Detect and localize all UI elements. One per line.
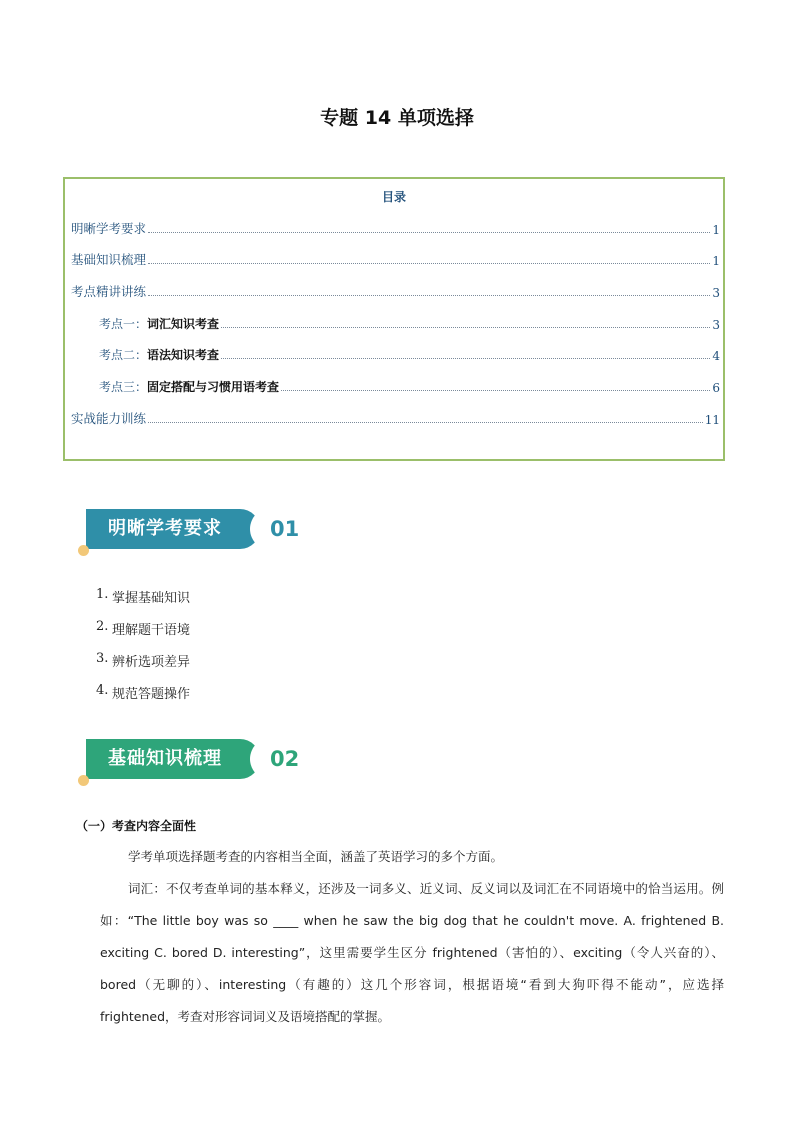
toc-leader-dots — [221, 357, 710, 359]
toc-entry-2[interactable] — [71, 250, 720, 268]
toc-entry-title: 词汇知识考查 — [147, 317, 220, 331]
toc-entry-label — [99, 346, 219, 363]
banner-dot — [78, 545, 89, 556]
toc-entry-label: 实战能力训练 — [71, 411, 147, 426]
document-title: 专题 14 单项选择 — [320, 107, 474, 129]
list-item — [96, 651, 190, 683]
toc-leader-dots — [148, 421, 703, 423]
list-item-text: 掌握基础知识 — [112, 591, 191, 606]
banner-label: 明晰学考要求 — [108, 518, 222, 539]
list-item-text: 规范答题操作 — [112, 687, 191, 702]
section-banner-02 — [78, 737, 298, 783]
toc-entry-page: 4 — [712, 349, 720, 363]
toc-entry-label: 基础知识梳理 — [71, 252, 147, 267]
banner-bar — [86, 509, 260, 549]
toc-entry-label — [99, 315, 219, 332]
banner-bar — [86, 739, 260, 779]
list-item-number: 1. — [96, 587, 109, 602]
toc-entry-prefix: 考点二： — [99, 348, 148, 362]
subsection-heading: （一）考查内容全面性 — [76, 819, 197, 833]
toc-leader-dots — [148, 231, 710, 233]
list-item-number: 3. — [96, 651, 109, 666]
requirements-list — [96, 587, 190, 715]
toc-entry-page: 3 — [712, 286, 720, 300]
list-item-number: 4. — [96, 683, 109, 698]
toc-entry-5[interactable] — [99, 345, 720, 363]
toc-entry-label: 考点精讲讲练 — [71, 284, 147, 299]
toc-entry-7[interactable] — [71, 409, 720, 427]
toc-leader-dots — [148, 294, 710, 296]
toc-entry-label: 明晰学考要求 — [71, 221, 147, 236]
toc-entry-label — [99, 378, 279, 395]
banner-number: 02 — [270, 747, 300, 771]
toc-entry-6[interactable] — [99, 377, 720, 395]
toc-entry-3[interactable] — [71, 282, 720, 300]
body-paragraph: 词汇：不仅考查单词的基本释义，还涉及一词多义、近义词、反义词以及词汇在不同语境中的恰当运用。例如：“The little boy was so ____ when he saw the big dog that he couldn't move. A. frightened B. exciting C. bored D. interesting”，这里需要学生区分 frightened（害怕的）、exciting（令人兴奋的）、bored（无聊的）、interesting（有趣的）这几个形容词，根据语境“看到大狗吓得不能动”，应选择 frightened，考查对形容词词义及语境搭配的掌握。 — [100, 881, 724, 1024]
section-banner-01 — [78, 507, 298, 553]
list-item — [96, 619, 190, 651]
toc-entry-page: 6 — [712, 381, 720, 395]
list-item-text: 辨析选项差异 — [112, 655, 191, 670]
toc-entry-page: 3 — [712, 318, 720, 332]
list-item — [96, 683, 190, 715]
list-item — [96, 587, 190, 619]
toc-leader-dots — [221, 326, 710, 328]
toc-heading: 目录 — [381, 190, 406, 204]
banner-dot — [78, 775, 89, 786]
toc-entry-page: 11 — [704, 413, 720, 427]
banner-number: 01 — [270, 517, 300, 541]
banner-label: 基础知识梳理 — [108, 748, 222, 769]
toc-entry-1[interactable] — [71, 219, 720, 237]
toc-entry-title: 语法知识考查 — [147, 348, 220, 362]
body-paragraph: 学考单项选择题考查的内容相当全面，涵盖了英语学习的多个方面。 — [128, 849, 504, 864]
toc-entry-prefix: 考点三： — [99, 380, 148, 394]
toc-entry-prefix: 考点一： — [99, 317, 148, 331]
list-item-number: 2. — [96, 619, 109, 634]
toc-leader-dots — [148, 262, 710, 264]
list-item-text: 理解题干语境 — [112, 623, 191, 638]
toc-entry-page: 1 — [712, 223, 720, 237]
toc-entry-title: 固定搭配与习惯用语考查 — [147, 380, 280, 394]
toc-entry-page: 1 — [712, 254, 720, 268]
toc-leader-dots — [281, 389, 710, 391]
toc-entry-4[interactable] — [99, 314, 720, 332]
